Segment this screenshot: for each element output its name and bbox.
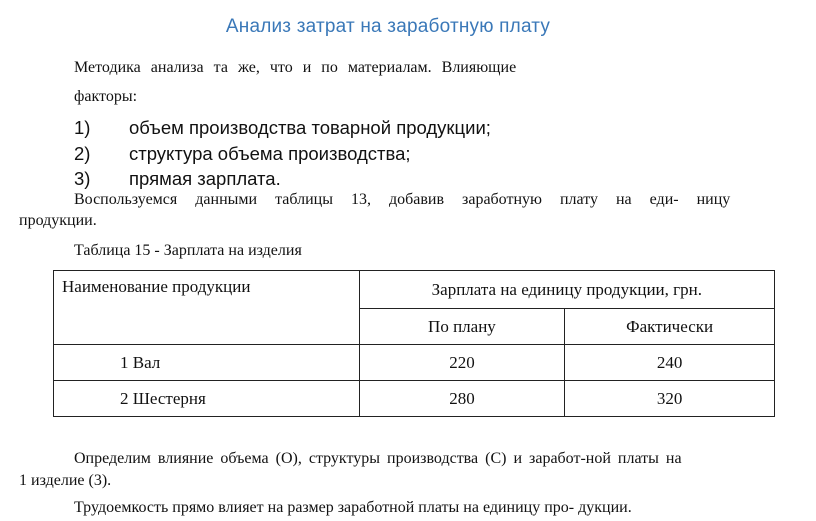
labor-line: Трудоемкость прямо влияет на размер заработной платы на единицу про- дукции. xyxy=(74,499,632,516)
row-product-name: 2 Шестерня xyxy=(54,381,360,417)
factor-item-2 xyxy=(74,143,411,165)
define-line-2: 1 изделие (3). xyxy=(19,472,112,489)
row-plan-value: 220 xyxy=(359,345,565,381)
factor-text: прямая зарплата. xyxy=(129,168,281,189)
factor-text: структура объема производства; xyxy=(129,143,411,164)
define-line-1: Определим влияние объема (О), структуры производства (С) и заработ-ной платы на xyxy=(74,450,682,467)
table-row xyxy=(54,381,775,417)
row-product-name: 1 Вал xyxy=(54,345,360,381)
row-fact-value: 320 xyxy=(565,381,775,417)
intro-line-2: факторы: xyxy=(74,88,138,105)
table-caption: Таблица 15 - Зарплата на изделия xyxy=(74,242,302,259)
use-line-1: Воспользуемся данными таблицы 13, добавив заработную плату на еди- ницу xyxy=(74,191,731,208)
salary-table xyxy=(53,270,775,417)
page-title: Анализ затрат на заработную плату xyxy=(225,16,551,37)
intro-line-1: Методика анализа та же, что и по материалам. Влияющие xyxy=(74,59,517,76)
header-plan: По плану xyxy=(359,309,565,345)
header-salary-group: Зарплата на единицу продукции, грн. xyxy=(359,271,774,309)
header-product-name: Наименование продукции xyxy=(54,271,360,345)
factor-number: 2) xyxy=(74,143,91,164)
factor-item-1 xyxy=(74,117,491,139)
row-plan-value: 280 xyxy=(359,381,565,417)
table-row xyxy=(54,345,775,381)
factor-item-3 xyxy=(74,168,281,190)
row-fact-value: 240 xyxy=(565,345,775,381)
use-line-2: продукции. xyxy=(19,212,97,229)
factor-number: 3) xyxy=(74,168,91,189)
table-header-row xyxy=(54,271,775,309)
factor-text: объем производства товарной продукции; xyxy=(129,117,491,138)
factor-number: 1) xyxy=(74,117,91,138)
header-fact: Фактически xyxy=(565,309,775,345)
